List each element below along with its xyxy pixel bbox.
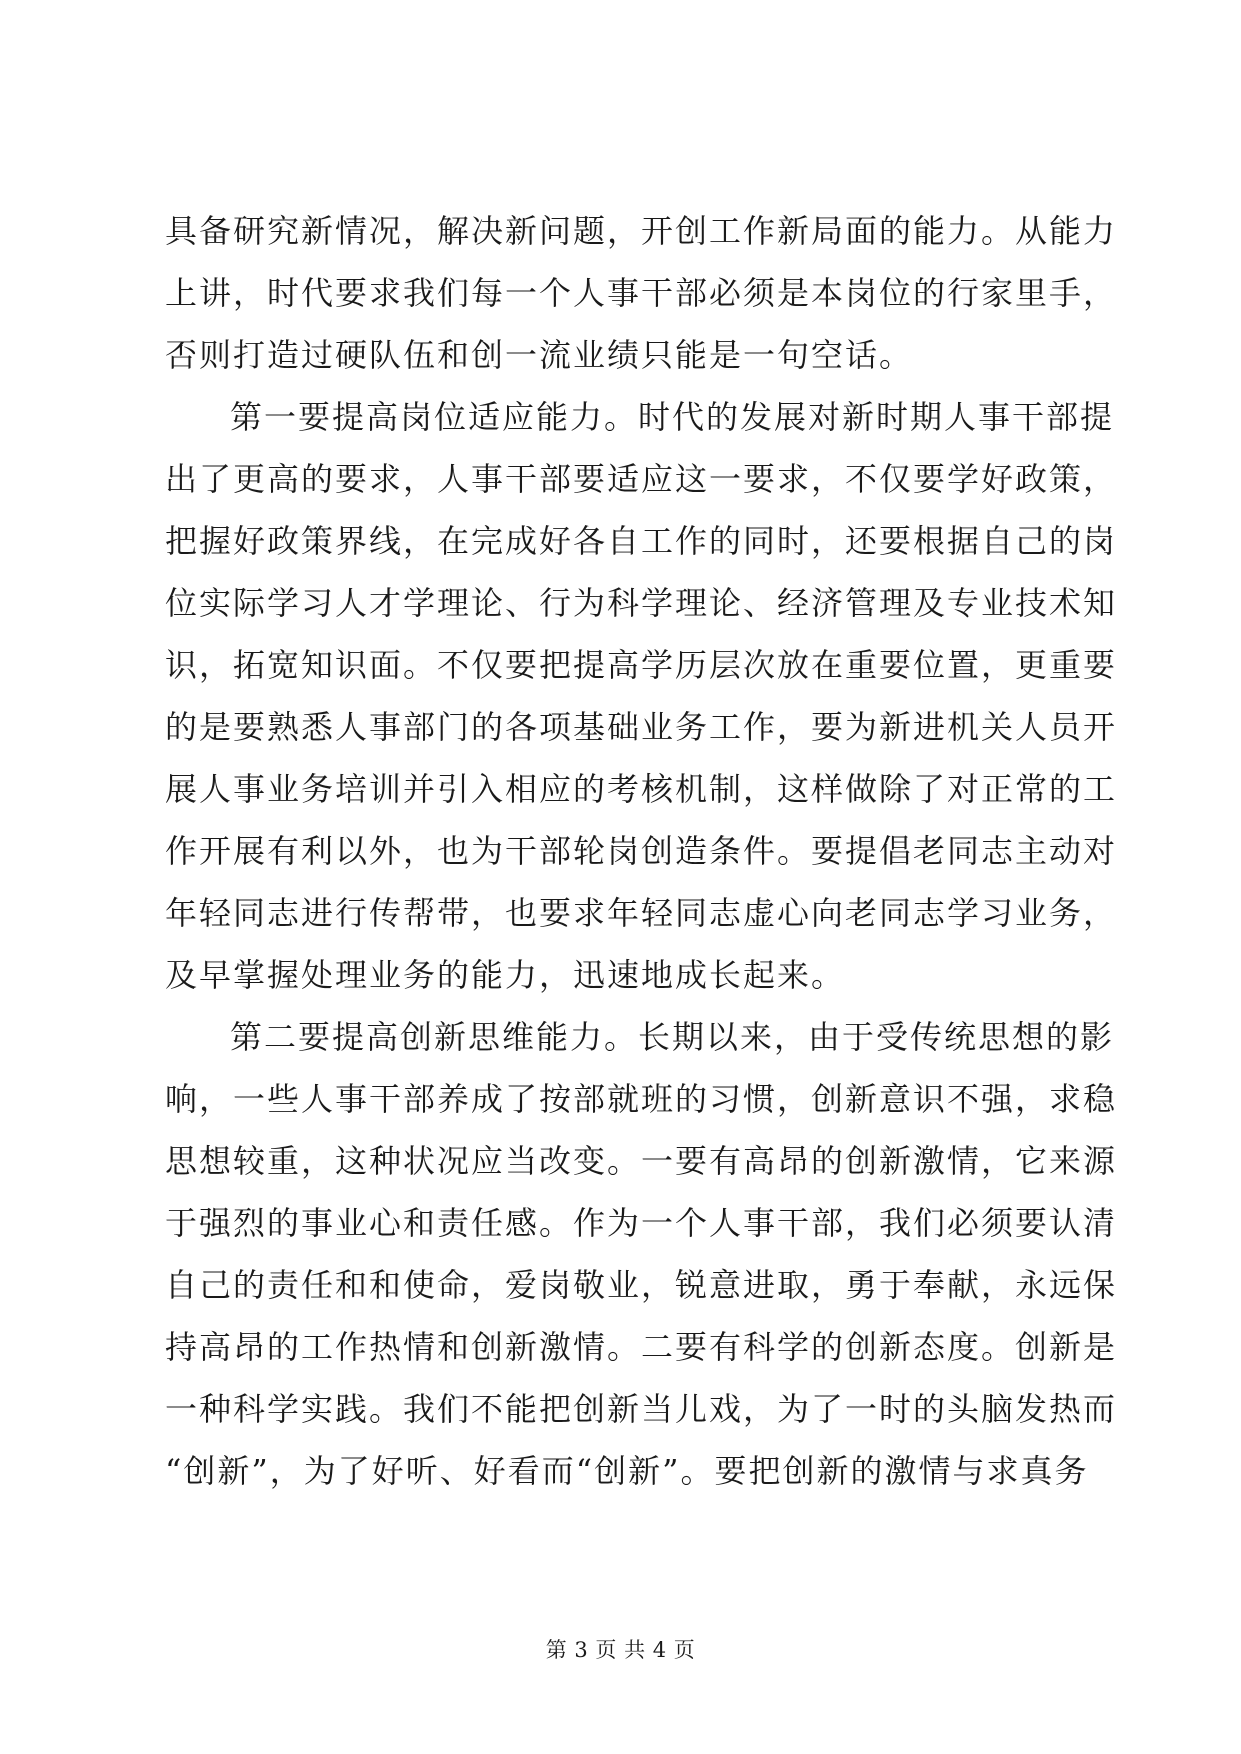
text-line: “创新”，为了好听、好看而“创新”。要把创新的激情与求真务 bbox=[165, 1452, 1089, 1490]
text-line: 具备研究新情况，解决新问题，开创工作新局面的能力。从能力 bbox=[165, 212, 1118, 250]
text-line: 响，一些人事干部养成了按部就班的习惯，创新意识不强，求稳 bbox=[165, 1080, 1118, 1118]
text-line: 出了更高的要求，人事干部要适应这一要求，不仅要学好政策， bbox=[165, 460, 1118, 498]
text-line: 及早掌握处理业务的能力，迅速地成长起来。 bbox=[165, 956, 846, 994]
text-line: 识，拓宽知识面。不仅要把提高学历层次放在重要位置，更重要 bbox=[165, 646, 1118, 684]
text-line: 位实际学习人才学理论、行为科学理论、经济管理及专业技术知 bbox=[165, 584, 1118, 622]
text-line: 自己的责任和和使命，爱岗敬业，锐意进取，勇于奉献，永远保 bbox=[165, 1266, 1118, 1304]
page-footer: 第 3 页 共 4 页 bbox=[545, 1638, 696, 1662]
text-line: 的是要熟悉人事部门的各项基础业务工作，要为新进机关人员开 bbox=[165, 708, 1118, 746]
text-line: 年轻同志进行传帮带，也要求年轻同志虚心向老同志学习业务， bbox=[165, 894, 1118, 932]
text-line: 一种科学实践。我们不能把创新当儿戏，为了一时的头脑发热而 bbox=[165, 1390, 1118, 1428]
text-line: 第一要提高岗位适应能力。时代的发展对新时期人事干部提 bbox=[230, 398, 1115, 436]
text-line: 作开展有利以外，也为干部轮岗创造条件。要提倡老同志主动对 bbox=[165, 832, 1118, 870]
text-line: 持高昂的工作热情和创新激情。二要有科学的创新态度。创新是 bbox=[165, 1328, 1118, 1366]
text-line: 上讲，时代要求我们每一个人事干部必须是本岗位的行家里手， bbox=[165, 274, 1118, 312]
body-text bbox=[165, 200, 1118, 1502]
text-line: 否则打造过硬队伍和创一流业绩只能是一句空话。 bbox=[165, 336, 914, 374]
text-line: 第二要提高创新思维能力。长期以来，由于受传统思想的影 bbox=[230, 1018, 1115, 1056]
text-line: 把握好政策界线，在完成好各自工作的同时，还要根据自己的岗 bbox=[165, 522, 1118, 560]
text-line: 于强烈的事业心和责任感。作为一个人事干部，我们必须要认清 bbox=[165, 1204, 1118, 1242]
text-line: 展人事业务培训并引入相应的考核机制，这样做除了对正常的工 bbox=[165, 770, 1118, 808]
text-line: 思想较重，这种状况应当改变。一要有高昂的创新激情，它来源 bbox=[165, 1142, 1118, 1180]
